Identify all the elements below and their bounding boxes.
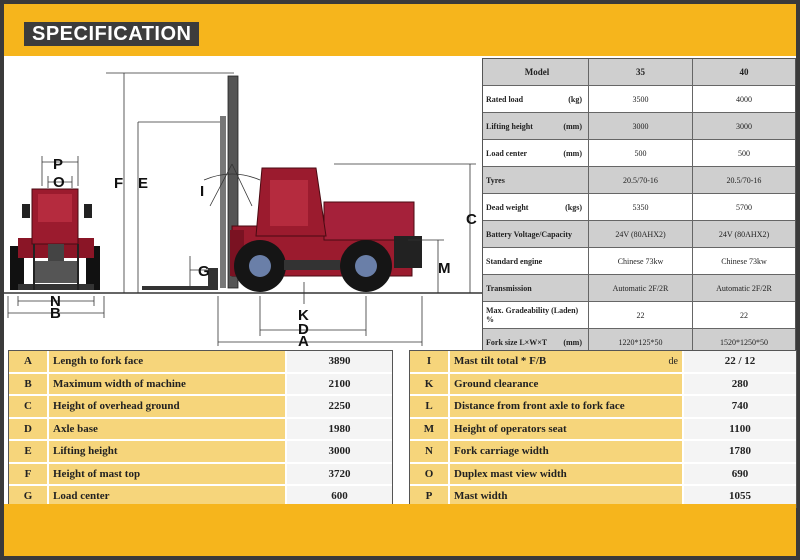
model-row	[483, 194, 795, 221]
dimension-value: 2100	[287, 374, 392, 395]
dimension-desc: Maximum width of machine	[49, 374, 287, 395]
dimension-table-left	[8, 350, 393, 508]
dimension-key: O	[410, 464, 450, 485]
dimension-desc: Axle base	[49, 419, 287, 440]
row-value-40: 4000	[736, 94, 752, 104]
dimension-value: 280	[684, 374, 796, 395]
dimension-desc: Height of mast top	[49, 464, 287, 485]
dim-label-p: P	[53, 156, 64, 173]
model-row	[483, 86, 795, 113]
dimension-key: M	[410, 419, 450, 440]
dimension-key: I	[410, 351, 450, 372]
dimension-key: A	[9, 351, 49, 372]
dimension-desc-tail: de	[668, 355, 678, 367]
dimension-desc: Length to fork face	[49, 351, 287, 372]
row-label: Load center	[486, 148, 528, 158]
dim-label-d: D	[298, 321, 309, 338]
dim-label-g: G	[198, 263, 210, 280]
dimension-desc: Height of operators seat	[450, 419, 684, 440]
model-row	[483, 113, 795, 140]
row-value-35: 1220*125*50	[589, 329, 693, 355]
dimension-value: 2250	[287, 396, 392, 417]
dimension-desc: Fork carriage width	[450, 441, 684, 462]
row-label: Standard engine	[486, 256, 543, 266]
dimension-desc: Load center	[49, 486, 287, 507]
dimension-key: G	[9, 486, 49, 507]
model-row	[483, 221, 795, 248]
model-row	[483, 302, 795, 329]
dimension-value: 740	[684, 396, 796, 417]
dimension-table-right	[409, 350, 797, 508]
model-header-label: Model	[483, 59, 589, 85]
spec-sheet	[4, 4, 796, 556]
dimension-row	[9, 464, 392, 487]
row-value-40: Automatic 2F/2R	[716, 283, 772, 293]
dimension-desc: Lifting height	[49, 441, 287, 462]
dimension-key: K	[410, 374, 450, 395]
row-value-40: 3000	[736, 121, 752, 131]
dimension-value: 1100	[684, 419, 796, 440]
row-value-40: 1520*1250*50	[720, 337, 768, 347]
row-value-35: 24V (80AHX2)	[589, 221, 693, 247]
dimension-row	[9, 441, 392, 464]
dimension-value: 1780	[684, 441, 796, 462]
row-unit: (mm)	[563, 148, 582, 158]
dimension-row	[9, 396, 392, 419]
dim-label-n: N	[50, 293, 61, 310]
row-value-40: 24V (80AHX2)	[718, 229, 770, 239]
row-label: Dead weight	[486, 202, 529, 212]
row-unit: (kg)	[568, 94, 582, 104]
dimension-value: 3000	[287, 441, 392, 462]
row-value-35: 3500	[589, 86, 693, 112]
dimension-value: 690	[684, 464, 796, 485]
dimension-value: 3890	[287, 351, 392, 372]
dimension-desc: Distance from front axle to fork face	[450, 396, 684, 417]
front-view	[10, 189, 100, 290]
dimension-value: 22 / 12	[684, 351, 796, 372]
forklift-drawing	[4, 56, 482, 346]
dim-label-i: I	[200, 183, 205, 200]
dimension-row	[410, 464, 796, 487]
dimension-key: C	[9, 396, 49, 417]
dim-label-m: M	[438, 260, 451, 277]
dimension-desc: Mast width	[450, 486, 684, 507]
dimension-row	[410, 441, 796, 464]
row-value-40: 20.5/70-16	[726, 175, 762, 185]
row-unit: (kgs)	[565, 202, 582, 212]
model-spec-table	[482, 58, 796, 352]
footer-bar	[4, 504, 796, 556]
header-bar	[4, 4, 796, 56]
dimension-value: 600	[287, 486, 392, 507]
dimension-key: P	[410, 486, 450, 507]
dimension-row	[9, 351, 392, 374]
dim-label-o: O	[53, 174, 65, 191]
dimension-value: 3720	[287, 464, 392, 485]
row-value-35: Automatic 2F/2R	[589, 275, 693, 301]
row-label: Lifting height	[486, 121, 533, 131]
row-label: Rated load	[486, 94, 524, 104]
dimension-row	[410, 351, 796, 374]
dimension-key: D	[9, 419, 49, 440]
model-row	[483, 275, 795, 302]
dim-label-c: C	[466, 211, 477, 228]
row-label: Battery Voltage/Capacity	[486, 229, 572, 239]
row-value-35: Chinese 73kw	[589, 248, 693, 274]
dim-label-a: A	[298, 333, 309, 346]
row-value-35: 20.5/70-16	[589, 167, 693, 193]
row-label: Tyres	[486, 175, 505, 185]
row-value-35: 22	[589, 302, 693, 328]
dimension-key: L	[410, 396, 450, 417]
dim-label-k: K	[298, 307, 309, 324]
dimension-value: 1980	[287, 419, 392, 440]
side-view	[142, 76, 422, 292]
row-label: Fork size L×W×T	[486, 337, 548, 347]
page-title: SPECIFICATION	[24, 22, 199, 46]
row-unit: (mm)	[563, 337, 582, 347]
row-unit: (mm)	[563, 121, 582, 131]
dimension-row	[410, 396, 796, 419]
row-label: Max. Gradeability (Laden) %	[486, 306, 579, 324]
row-label: Transmission	[486, 283, 532, 293]
dimension-key: B	[9, 374, 49, 395]
model-header-row	[483, 59, 795, 86]
dimension-value: 1055	[684, 486, 796, 507]
model-header-40: 40	[739, 67, 749, 77]
row-value-40: 22	[740, 310, 748, 320]
model-row	[483, 140, 795, 167]
dimension-row	[410, 419, 796, 442]
row-value-35: 5350	[589, 194, 693, 220]
row-value-35: 3000	[589, 113, 693, 139]
dimension-desc: Duplex mast view width	[450, 464, 684, 485]
dimension-row	[9, 374, 392, 397]
row-value-40: Chinese 73kw	[721, 256, 767, 266]
dimension-desc: Height of overhead ground	[49, 396, 287, 417]
dimension-key: N	[410, 441, 450, 462]
model-row	[483, 167, 795, 194]
dimension-row	[9, 419, 392, 442]
dimension-key: F	[9, 464, 49, 485]
dim-label-b: B	[50, 305, 61, 322]
model-header-35: 35	[589, 59, 693, 85]
row-value-35: 500	[589, 140, 693, 166]
dimension-row	[410, 374, 796, 397]
row-value-40: 5700	[736, 202, 752, 212]
dimension-desc: Mast tilt total * F/B	[454, 355, 547, 368]
row-value-40: 500	[738, 148, 750, 158]
dim-label-e: E	[138, 175, 149, 192]
model-row	[483, 248, 795, 275]
dim-label-f: F	[114, 175, 124, 192]
dimension-key: E	[9, 441, 49, 462]
dimension-desc: Ground clearance	[450, 374, 684, 395]
